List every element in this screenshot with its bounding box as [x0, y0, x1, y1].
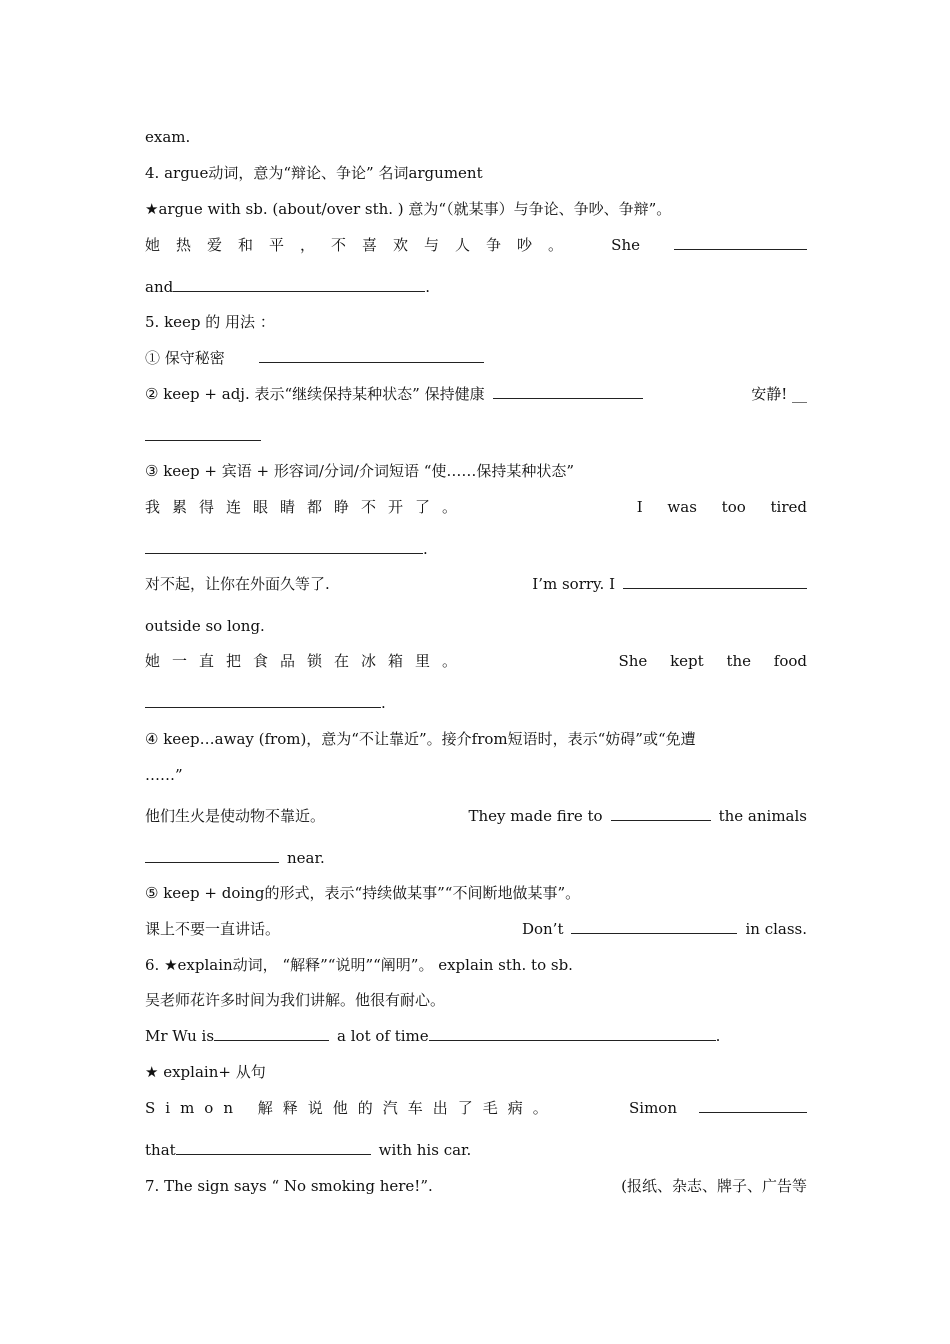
answer-blank[interactable] — [674, 235, 807, 250]
answer-blank[interactable] — [623, 574, 807, 589]
chinese-sentence: 对不起，让你在外面久等了. — [145, 575, 330, 593]
exercise-simon-cont: that with his car. — [145, 1141, 472, 1159]
keep-usage-2: ② keep + adj. 表示“继续保持某种状态” 保持健康 安静! __ — [145, 385, 807, 403]
keep-usage-2-cont — [145, 425, 807, 447]
keep-usage-4-cont: ……” — [145, 766, 183, 784]
answer-blank[interactable] — [214, 1026, 329, 1041]
answer-blank[interactable] — [173, 277, 425, 292]
english-prompt: She kept the food — [618, 652, 807, 670]
item-4-heading — [145, 162, 807, 184]
keep-usage-4: ④ keep…away (from)，意为“不让靠近”。接介from短语时，表示“妨碍”或“免遭 — [145, 730, 696, 748]
exercise-food — [145, 650, 807, 672]
answer-blank[interactable] — [571, 919, 737, 934]
answer-blank[interactable] — [429, 1026, 716, 1041]
answer-blank[interactable] — [145, 426, 261, 441]
chinese-sentence: 她热爱和平，不喜欢与人争吵。 — [145, 236, 580, 254]
chinese-sentence: 他们生火是使动物不靠近。 — [145, 807, 326, 825]
chinese-sentence: 我累得连眼睛都睁不开了。 — [145, 498, 470, 516]
answer-blank[interactable] — [176, 1140, 371, 1155]
exercise-simon: Simon 解释说他的汽车出了毛病。 Simon — [145, 1097, 807, 1119]
chinese-sentence: 课上不要一直讲话。 — [145, 920, 281, 938]
answer-blank[interactable] — [145, 539, 423, 554]
exercise-fire-cont: near. — [145, 847, 807, 869]
answer-blank[interactable] — [611, 806, 711, 821]
item-6-heading: 6. ★explain动词， “解释”“说明”“阐明”。 explain sth. to sb. — [145, 956, 573, 974]
item-5-heading — [145, 311, 807, 333]
chinese-sentence: 她一直把食品锁在冰箱里。 — [145, 652, 470, 670]
exercise-talking: 课上不要一直讲话。 Don’t in class. — [145, 920, 807, 938]
answer-blank[interactable] — [145, 848, 279, 863]
english-prompt: I was too tired — [636, 498, 807, 516]
exercise-fire: 他们生火是使动物不靠近。 They made fire to the animals — [145, 807, 807, 825]
answer-blank[interactable] — [699, 1098, 807, 1113]
item-7-heading: 7. The sign says “ No smoking here!”. (报纸、杂志、牌子、广告等 — [145, 1177, 807, 1195]
exercise-tired-cont: . — [145, 538, 807, 560]
exercise-peace-cont: and . — [145, 278, 430, 296]
text-argue-def: 4. argue动词，意为“辩论、争论” 名词argument — [145, 164, 483, 182]
exercise-wait-cont: outside so long. — [145, 617, 265, 635]
exercise-wait: 对不起，让你在外面久等了. I’m sorry. I — [145, 573, 807, 595]
text-keep-usage: 5. keep 的 用法 ： — [145, 313, 275, 331]
exercise-food-cont: . — [145, 692, 807, 714]
keep-usage-5: ⑤ keep + doing的形式，表示“持续做某事”“不间断地做某事”。 — [145, 884, 581, 902]
exercise-mr-wu: Mr Wu is a lot of time . — [145, 1027, 721, 1045]
argue-with-usage — [145, 198, 807, 220]
answer-blank[interactable] — [259, 348, 484, 363]
chinese-sentence: Simon 解释说他的汽车出了毛病。 — [145, 1099, 558, 1117]
exercise-tired — [145, 496, 807, 518]
text-argue-with: ★argue with sb. (about/over sth. ) 意为“（就某事）与争论、争吵、争辩”。 — [145, 200, 672, 218]
explain-example-cn: 吴老师花许多时间为我们讲解。他很有耐心。 — [145, 991, 446, 1009]
exercise-peace — [145, 234, 807, 256]
keep-usage-1: ① 保守秘密 — [145, 347, 807, 369]
answer-blank[interactable] — [145, 693, 381, 708]
english-prompt: She — [611, 234, 807, 256]
answer-blank[interactable] — [493, 384, 643, 399]
line-exam — [145, 126, 807, 148]
text-exam: exam. — [145, 128, 191, 146]
explain-clause: ★ explain+ 从句 — [145, 1063, 266, 1081]
keep-usage-3: ③ keep + 宾语 + 形容词/分词/介词短语 “使……保持某种状态” — [145, 462, 575, 480]
